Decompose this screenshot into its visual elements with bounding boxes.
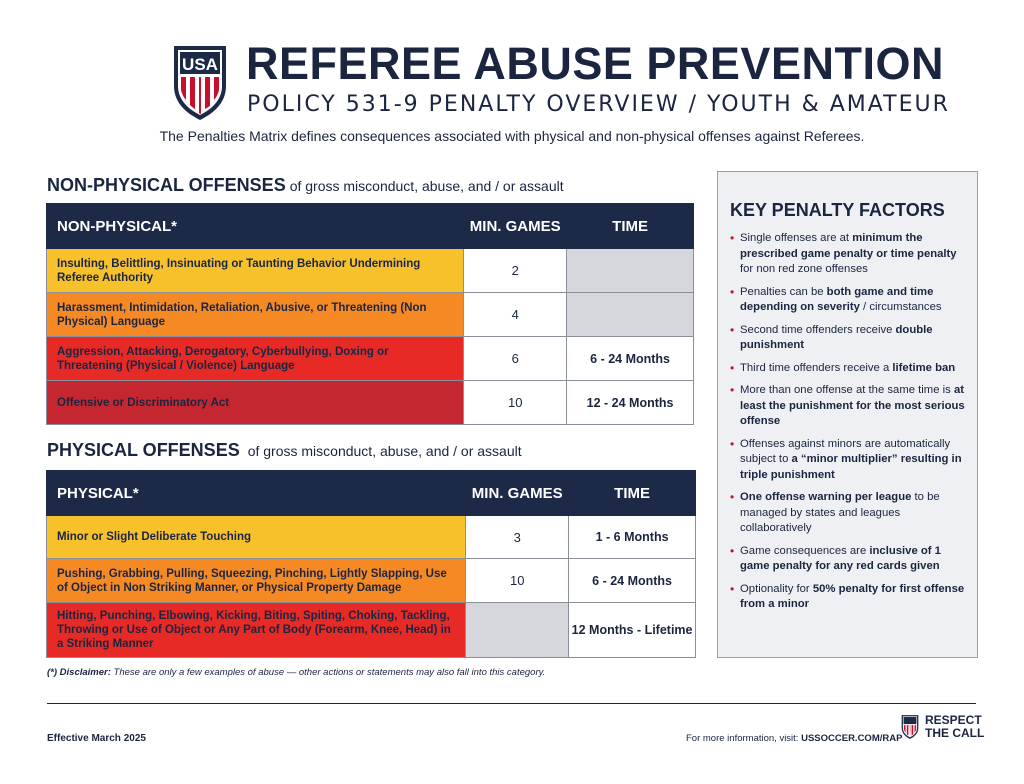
key-factor-text: / circumstances (859, 301, 942, 313)
physical-heading-bold: PHYSICAL OFFENSES (47, 440, 240, 460)
physical-heading (47, 440, 522, 461)
time-cell (567, 249, 694, 293)
us-soccer-crest (172, 44, 228, 122)
key-factor-text: to be managed by states and leagues collaboratively (740, 491, 940, 534)
key-factor-item (730, 361, 967, 377)
offense-cell: Minor or Slight Deliberate Touching (47, 516, 466, 559)
key-factors-title: KEY PENALTY FACTORS (730, 200, 945, 220)
more-info-link[interactable]: USSOCCER.COM/RAP (801, 733, 903, 744)
key-factor-text: Offenses against minors are automatically subject to (740, 437, 951, 465)
key-factor-text: Single offenses are at (740, 232, 853, 244)
key-factor-emphasis: a “minor multiplier” resulting in triple punishment (740, 453, 962, 481)
col-header-offense: PHYSICAL* (47, 471, 466, 516)
key-factor-item (730, 231, 967, 278)
min-games-cell: 2 (464, 249, 567, 293)
min-games-cell: 10 (464, 381, 567, 425)
key-factor-emphasis: lifetime ban (892, 361, 956, 374)
key-factor-item (730, 323, 967, 354)
table-row (47, 293, 694, 337)
key-factor-text: Penalties can be (740, 285, 827, 298)
effective-date: Effective March 2025 (47, 733, 146, 744)
key-factor-text: Third time offenders receive a (740, 361, 893, 374)
time-cell: 1 - 6 Months (569, 516, 696, 559)
disclaimer (47, 667, 545, 678)
min-games-cell: 3 (466, 516, 569, 559)
time-cell: 12 Months - Lifetime (569, 603, 696, 658)
offense-cell: Offensive or Discriminatory Act (47, 381, 464, 425)
key-factors-list (730, 231, 967, 613)
key-factor-text: Game consequences are (740, 544, 870, 557)
table-row (47, 559, 696, 603)
non-physical-table (46, 203, 694, 425)
offense-cell: Pushing, Grabbing, Pulling, Squeezing, Pinching, Lightly Slapping, Use of Object in Non Striking Manner, or Physical Property Damage (47, 559, 466, 603)
offense-cell: Hitting, Punching, Elbowing, Kicking, Biting, Spiting, Choking, Tackling, Throwing or Use of Object or Any Part of Body (Forearm, Knee, Head) in a Striking Manner (47, 603, 466, 658)
time-cell: 12 - 24 Months (567, 381, 694, 425)
non-physical-heading-bold: NON-PHYSICAL OFFENSES (47, 175, 286, 195)
min-games-cell (466, 603, 569, 658)
key-factor-emphasis: double punishment (740, 323, 933, 351)
min-games-cell: 10 (466, 559, 569, 603)
table-row (47, 516, 696, 559)
time-cell (567, 293, 694, 337)
table-row (47, 381, 694, 425)
page-subtitle: POLICY 531-9 PENALTY OVERVIEW / YOUTH & AMATEUR (247, 92, 950, 117)
physical-heading-rest: of gross misconduct, abuse, and / or assault (247, 443, 522, 459)
time-cell: 6 - 24 Months (567, 337, 694, 381)
footer-divider (47, 703, 976, 704)
table-row (47, 603, 696, 658)
non-physical-heading-rest: of gross misconduct, abuse, and / or assault (289, 178, 564, 194)
offense-cell: Harassment, Intimidation, Retaliation, Abusive, or Threatening (Non Physical) Language (47, 293, 464, 337)
key-factor-item (730, 285, 967, 316)
key-factor-emphasis: 50% penalty for first offense from a minor (740, 582, 965, 610)
key-factor-text: Optionality for (740, 582, 813, 595)
col-header-time: TIME (567, 204, 694, 249)
key-penalty-factors-panel (717, 171, 978, 658)
col-header-offense: NON-PHYSICAL* (47, 204, 464, 249)
disclaimer-text: These are only a few examples of abuse — other actions or statements may also fall into this category. (113, 667, 546, 678)
table-row (47, 249, 694, 293)
page-title: REFEREE ABUSE PREVENTION (246, 38, 944, 89)
col-header-time: TIME (569, 471, 696, 516)
intro-text: The Penalties Matrix defines consequences associated with physical and non-physical offenses against Referees. (159, 128, 865, 144)
physical-table (46, 470, 696, 658)
min-games-cell: 4 (464, 293, 567, 337)
key-factor-text: More than one offense at the same time is (740, 384, 954, 396)
offense-cell: Insulting, Belittling, Insinuating or Taunting Behavior Undermining Referee Authority (47, 249, 464, 293)
table-row (47, 337, 694, 381)
key-factor-emphasis: at least the punishment for the most serious offense (740, 384, 965, 427)
key-factor-item (730, 437, 967, 484)
min-games-cell: 6 (464, 337, 567, 381)
key-factor-item (730, 383, 967, 430)
col-header-min-games: MIN. GAMES (466, 471, 569, 516)
more-info (686, 733, 902, 744)
rtc-line-1: RESPECT (925, 713, 982, 727)
key-factor-emphasis: both game and time depending on severity (740, 285, 934, 313)
respect-the-call-logo (925, 714, 984, 740)
key-factor-item (730, 544, 967, 575)
key-factor-emphasis: inclusive of 1 game penalty for any red cards given (740, 544, 941, 572)
non-physical-heading (47, 175, 564, 196)
offense-cell: Aggression, Attacking, Derogatory, Cyberbullying, Doxing or Threatening (Physical / Violence) Language (47, 337, 464, 381)
key-factor-text: for non red zone offenses (740, 263, 868, 275)
key-factor-text: Second time offenders receive (740, 323, 896, 336)
key-factor-emphasis: One offense warning per league (740, 491, 912, 503)
key-factor-item (730, 582, 967, 613)
rtc-line-2: THE CALL (925, 726, 985, 740)
col-header-min-games: MIN. GAMES (464, 204, 567, 249)
key-factor-item (730, 490, 967, 537)
more-info-text: For more information, visit: (686, 733, 802, 744)
logo-text: USA (182, 55, 218, 74)
disclaimer-label: (*) Disclaimer: (47, 667, 111, 678)
us-soccer-small-crest-icon (901, 714, 919, 740)
key-factor-emphasis: minimum the prescribed game penalty or time penalty (740, 232, 957, 260)
time-cell: 6 - 24 Months (569, 559, 696, 603)
